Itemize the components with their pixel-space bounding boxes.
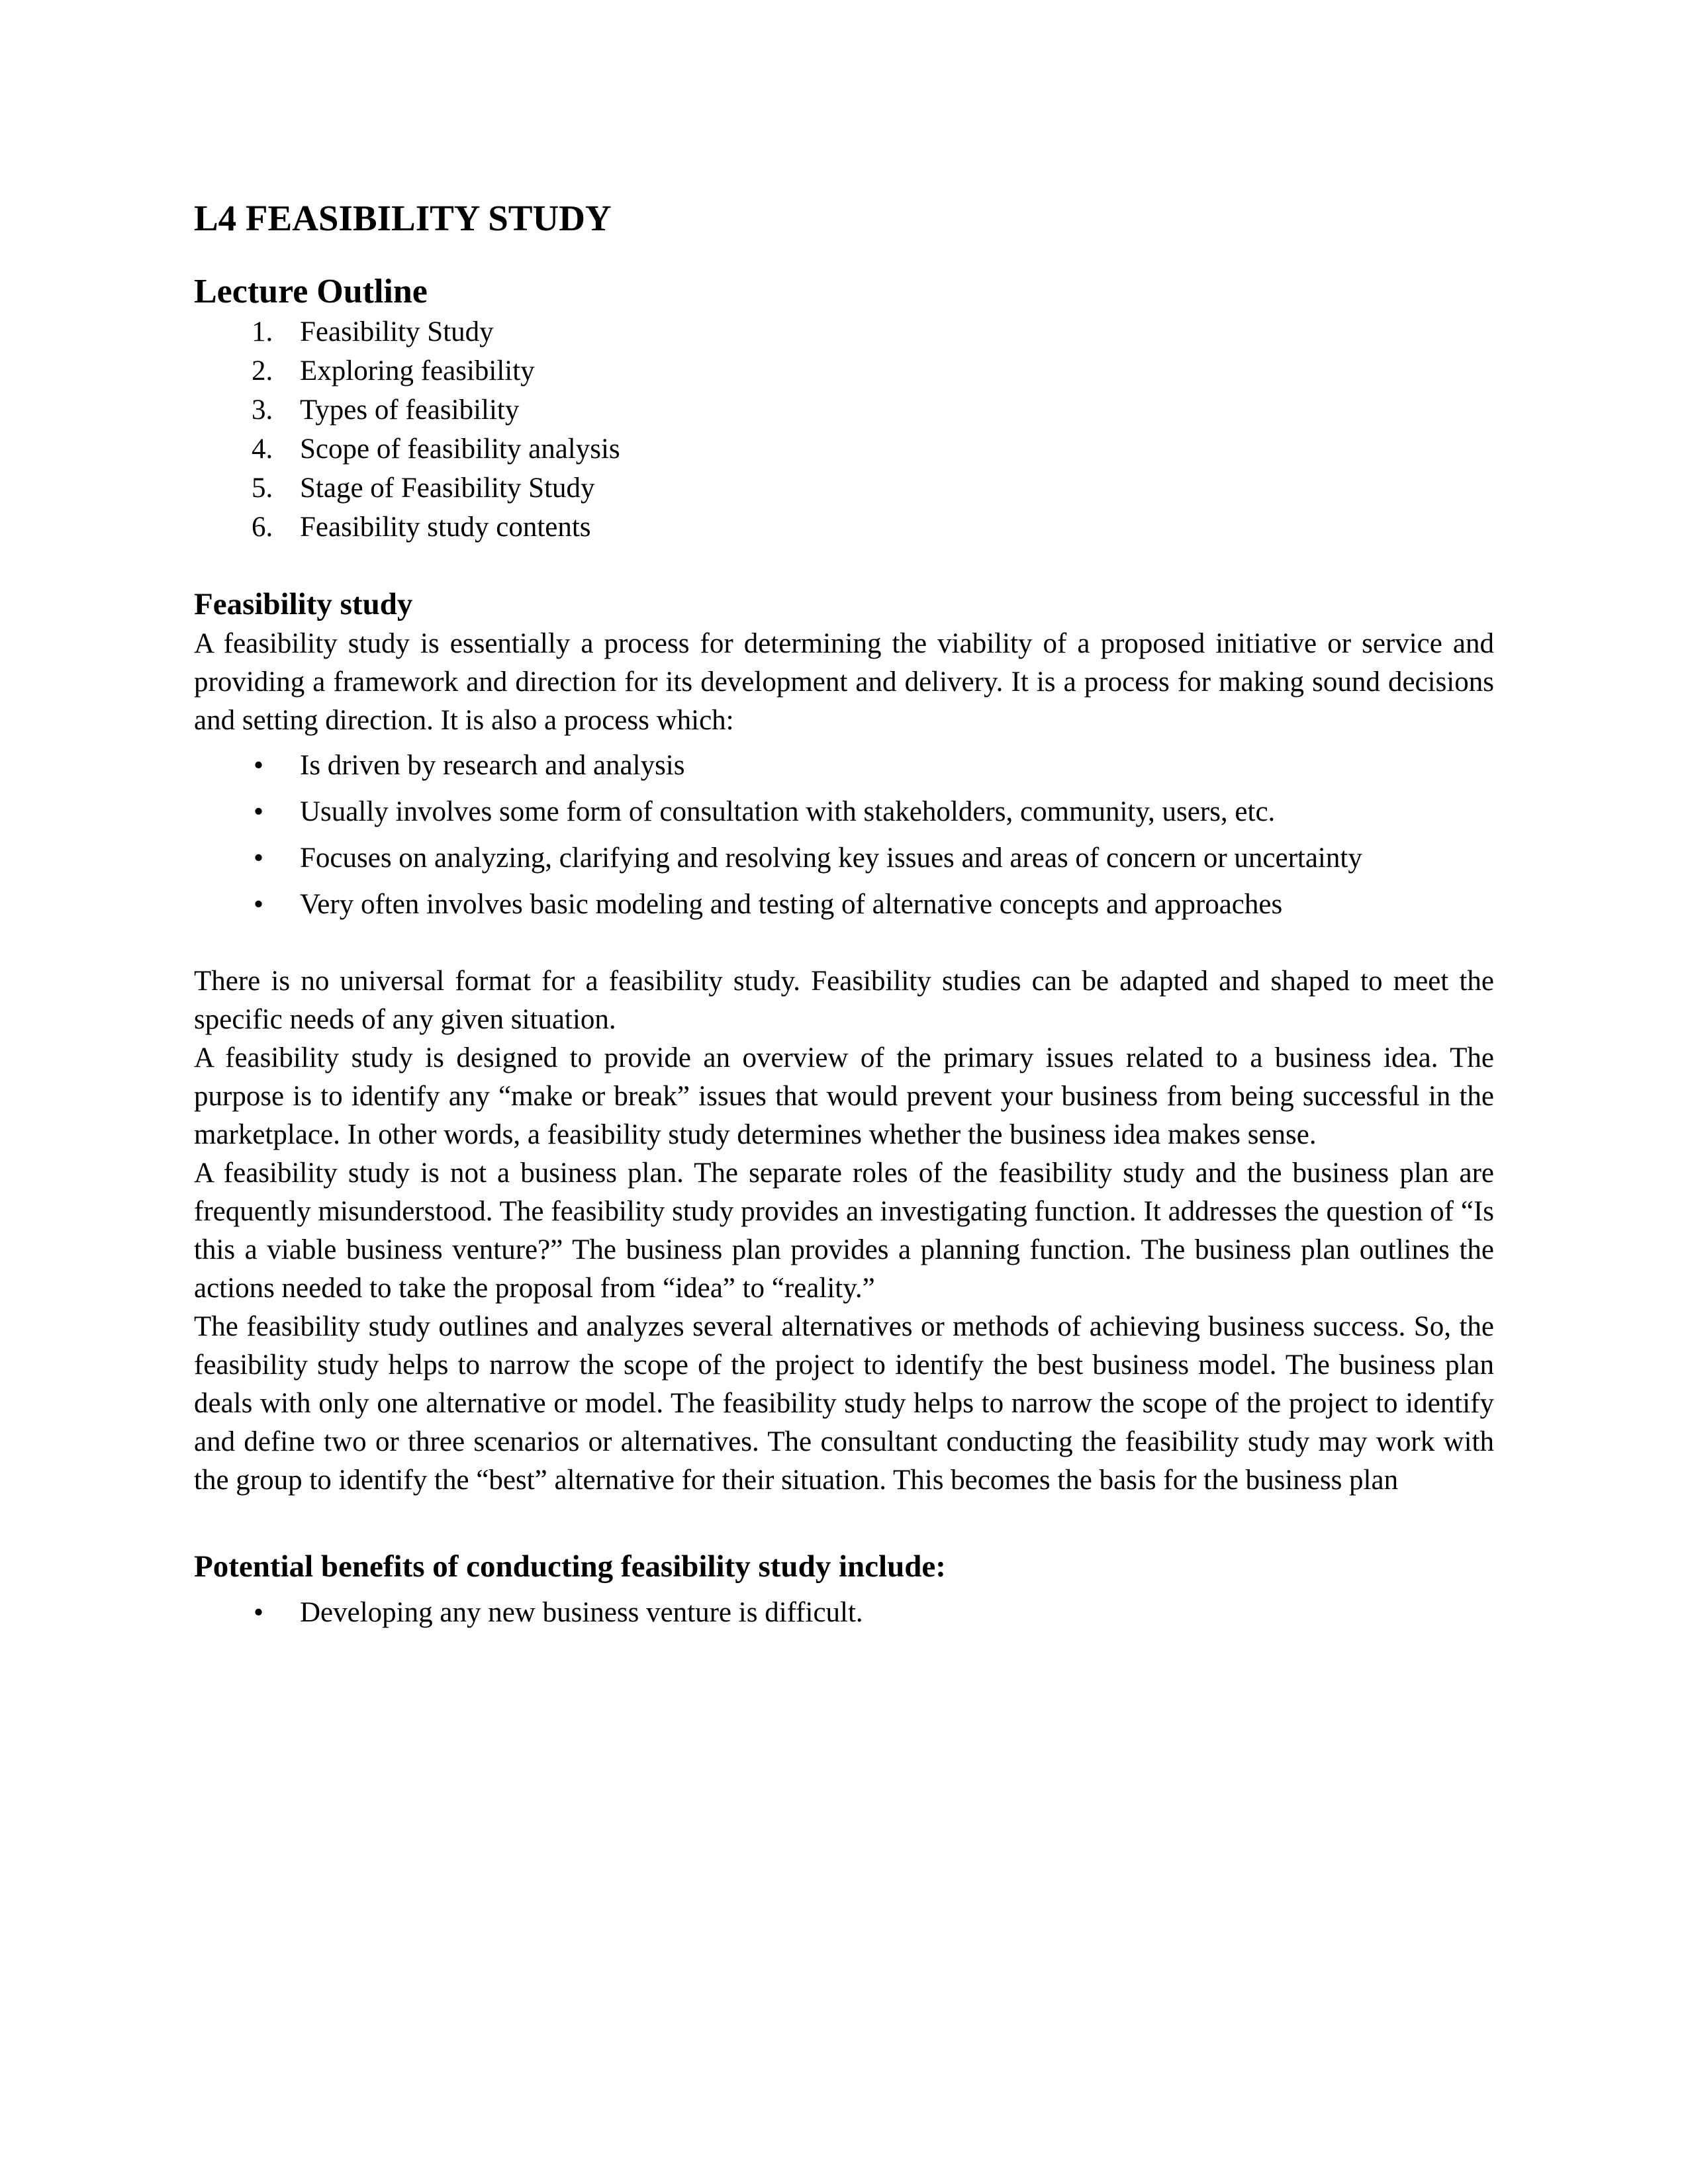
lecture-outline-list (194, 312, 1494, 547)
list-number: 3. (252, 394, 273, 426)
bullet-text: Developing any new business venture is difficult. (300, 1597, 863, 1628)
feasibility-bullet-list (194, 747, 1494, 924)
paragraph: A feasibility study is designed to provide an overview of the primary issues related to a business idea. The purpose is to identify any “make or break” issues that would prevent your business from being successful in the marketplace. In other words, a feasibility study determines whether the business idea makes sense. (194, 1042, 1494, 1150)
outline-item-text: Feasibility Study (300, 316, 494, 347)
bullet-text: Usually involves some form of consultation with stakeholders, community, users, etc. (300, 796, 1276, 827)
outline-item (194, 430, 1494, 469)
outline-item-text: Scope of feasibility analysis (300, 433, 620, 465)
bullet-marker: • (254, 842, 264, 874)
outline-item-text: Feasibility study contents (300, 512, 591, 543)
benefits-bullet-list (194, 1594, 1494, 1632)
outline-item (194, 469, 1494, 508)
list-item (194, 1594, 1494, 1632)
list-number: 4. (252, 433, 273, 465)
document-title: L4 FEASIBILITY STUDY (194, 198, 612, 238)
list-item (194, 886, 1494, 924)
lecture-outline-heading: Lecture Outline (194, 273, 428, 310)
outline-item-text: Exploring feasibility (300, 355, 535, 387)
outline-item-text: Stage of Feasibility Study (300, 473, 595, 504)
feasibility-paragraphs (194, 962, 1494, 1500)
list-item (194, 793, 1494, 831)
paragraph: A feasibility study is not a business plan. The separate roles of the feasibility study and the business plan are frequently misunderstood. The feasibility study provides an investigating function. It addresses the question of “Is this a viable business venture?” The business plan provides a planning function. The business plan outlines the actions needed to take the proposal from “idea” to “reality.” (194, 1158, 1494, 1304)
bullet-text: Very often involves basic modeling and testing of alternative concepts and approaches (300, 889, 1283, 920)
list-number: 6. (252, 512, 273, 543)
outline-item (194, 312, 1494, 351)
outline-item (194, 390, 1494, 430)
outline-item-text: Types of feasibility (300, 394, 520, 426)
list-item (194, 747, 1494, 785)
list-number: 2. (252, 355, 273, 387)
bullet-marker: • (254, 1597, 264, 1628)
list-number: 1. (252, 316, 273, 347)
feasibility-intro-paragraph: A feasibility study is essentially a process for determining the viability of a proposed initiative or service and providing a framework and direction for its development and delivery. It is a process for making sound decisions and setting direction. It is also a process which: (194, 628, 1494, 736)
bullet-marker: • (254, 750, 264, 781)
outline-item (194, 508, 1494, 547)
paragraph: The feasibility study outlines and analyzes several alternatives or methods of achieving business success. So, the feasibility study helps to narrow the scope of the project to identify the best business model. The business plan deals with only one alternative or model. The feasibility study helps to narrow the scope of the project to identify and define two or three scenarios or alternatives. The consultant conducting the feasibility study may work with the group to identify the “best” alternative for their situation. This becomes the basis for the business plan (194, 1311, 1494, 1496)
bullet-text: Is driven by research and analysis (300, 750, 685, 781)
potential-benefits-heading: Potential benefits of conducting feasibility study include: (194, 1549, 946, 1584)
list-number: 5. (252, 473, 273, 504)
bullet-marker: • (254, 889, 264, 920)
list-item (194, 839, 1494, 878)
feasibility-study-heading: Feasibility study (194, 587, 413, 621)
paragraph: There is no universal format for a feasibility study. Feasibility studies can be adapted and shaped to meet the specific needs of any given situation. (194, 966, 1494, 1035)
bullet-text: Focuses on analyzing, clarifying and resolving key issues and areas of concern or uncertainty (300, 842, 1362, 874)
outline-item (194, 351, 1494, 390)
bullet-marker: • (254, 796, 264, 827)
